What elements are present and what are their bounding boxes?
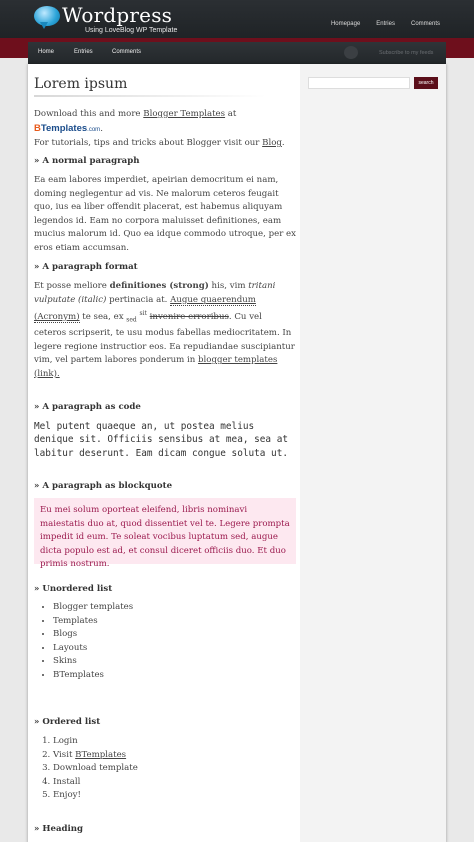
subscribe-link[interactable]: Subscribe to my feeds: [379, 50, 434, 56]
blogger-templates-link-2[interactable]: blogger templates (link).: [34, 355, 278, 379]
code-block: [34, 420, 288, 460]
normal-paragraph: Ea eam labores imperdiet, apeirian democritum ei nam, doming neglegentur ad vis. Ne malorum ceteros feugait quo, ius ea liber offendit placerat, est habemus aliquyam legendos id. Eam no corpora maluisset definitiones, eam mucius malorum id. Quo ea idque commodo utroque, per ex eros etiam accumsan.: [34, 175, 296, 253]
intro-paragraph: [34, 108, 296, 151]
strong-text: definitiones (strong): [109, 281, 209, 291]
intro-text: For tutorials, tips and tricks about Blogger visit our: [34, 138, 263, 148]
site-logo[interactable]: [34, 4, 234, 36]
list-item: • BTemplates: [53, 669, 133, 683]
sup-text: sit: [139, 310, 147, 317]
heading-normal-paragraph: » A normal paragraph: [34, 156, 140, 166]
list-item: • Blogs: [53, 628, 133, 642]
search-button[interactable]: search: [414, 77, 438, 89]
list-item: • Templates: [53, 615, 133, 629]
formatted-paragraph: Et posse meliore definitiones (strong) his, vim tritani vulputate (italic) pertinacia at. Augue quaerendum (Acronym) te sea, ex $_{sed}$ $^{sit}$ invenire erroribus. Cu vel ceteros scripserit, te usu modus fabellas mediocritatem. In legere regione instructior eos. Ea repudiandae suscipiantur vim, vel partem labores ponderum in blogger templates (link).: [34, 281, 295, 379]
intro-text: at: [225, 109, 237, 119]
unordered-list: [53, 601, 133, 682]
nav-comments[interactable]: Comments: [112, 49, 142, 55]
ordered-list: [53, 735, 138, 803]
post-title: Lorem ipsum: [34, 76, 128, 92]
nav-home[interactable]: Home: [38, 49, 55, 55]
site-subtitle: Using LoveBlog WP Template: [85, 27, 178, 34]
sub-text: sed: [126, 316, 137, 324]
list-item: • Layouts: [53, 642, 133, 656]
rss-icon[interactable]: [344, 46, 358, 59]
speech-bubble-icon: [34, 6, 60, 26]
heading-code: » A paragraph as code: [34, 402, 141, 412]
code-line: Mel putent quaeque an, ut postea melius: [34, 421, 255, 432]
acronym-text: Augue quaerendum (Acronym): [34, 294, 256, 322]
site-title[interactable]: Wordpress: [62, 3, 173, 27]
intro-text: Download this and more: [34, 109, 144, 119]
top-nav-comments[interactable]: Comments: [410, 21, 440, 27]
main-nav: [28, 42, 446, 64]
top-nav-homepage[interactable]: Homepage: [330, 21, 361, 27]
intro-text: .: [100, 123, 103, 134]
strike-text: invenire erroribus: [149, 311, 229, 322]
intro-text: .: [281, 138, 285, 148]
list-item: 4. Install: [53, 776, 138, 790]
list-item: • Skins: [53, 655, 133, 669]
list-item: 1. Login: [53, 735, 138, 749]
list-item: 5. Enjoy!: [53, 789, 138, 803]
blockquote-text: Eu mei solum oporteat eleifend, libris nominavi maiestatis duo at, quod dissentiet vel te. Legere prompta impedit id eum. Te soleat vocibus luptatum sed, augue dicta populo est ad, et consul diceret officiis duo. Et duo primis nostrum.: [40, 505, 290, 569]
heading-ordered-list: » Ordered list: [34, 717, 101, 727]
nav-entries[interactable]: Entries: [74, 49, 93, 55]
heading-heading: » Heading: [34, 824, 84, 834]
page-container: [28, 64, 446, 842]
blogger-templates-link[interactable]: Blogger Templates: [143, 109, 226, 119]
top-nav: [331, 21, 440, 27]
list-item: 3. Download template: [53, 762, 138, 776]
code-line: denique sit. Officiis sensibus at mea, sea at: [34, 434, 288, 446]
top-nav-entries[interactable]: Entries: [376, 21, 395, 27]
btemplates-link[interactable]: BTemplates: [75, 749, 127, 760]
list-item: 2. Visit BTemplates: [53, 749, 138, 763]
top-header: [0, 0, 474, 38]
blockquote: [34, 498, 296, 569]
search-input[interactable]: [308, 77, 410, 89]
sidebar: [300, 64, 446, 842]
blog-link[interactable]: Blog: [262, 138, 282, 148]
heading-blockquote: » A paragraph as blockquote: [34, 481, 173, 491]
heading-unordered-list: » Unordered list: [34, 584, 113, 594]
heading-paragraph-format: » A paragraph format: [34, 262, 138, 272]
code-line: labitur deserunt. Eam dicam congue soluta ut.: [34, 447, 288, 459]
list-item: • Blogger templates: [53, 601, 133, 615]
title-divider: [34, 95, 266, 97]
btemplates-logo[interactable]: BTemplates.com: [34, 122, 101, 134]
italic-text: tritani vulputate (italic): [34, 281, 276, 305]
